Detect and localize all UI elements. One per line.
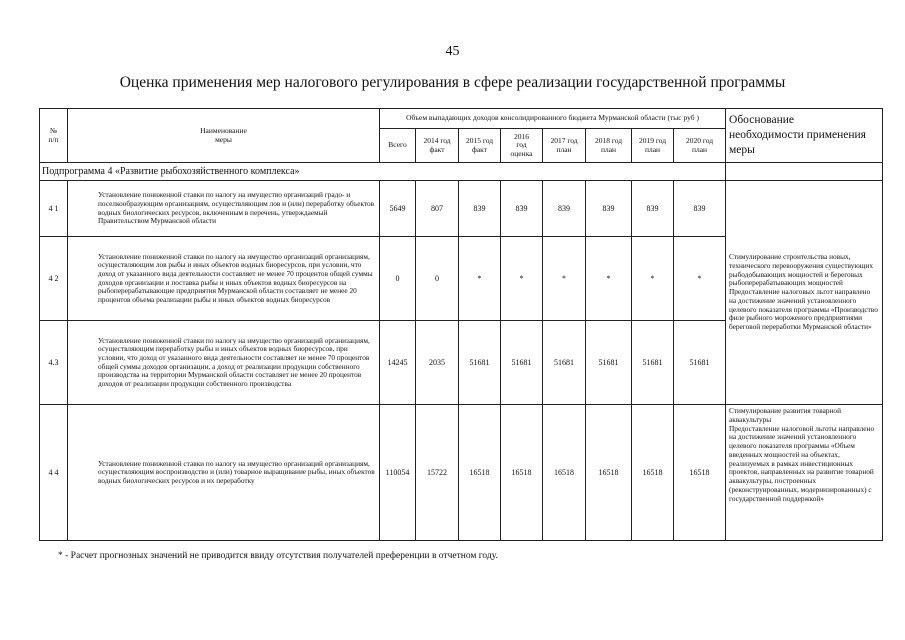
subprogram-title: Подпрограмма 4 «Развитие рыбохозяйственного комплекса» — [40, 163, 726, 181]
header-num: № п/п — [40, 109, 68, 163]
row-value-2017: * — [543, 237, 586, 321]
row-value-2017: 16518 — [543, 405, 586, 541]
row-value-2020: * — [674, 237, 726, 321]
row-measure-name: Установление пониженной ставки по налогу на имущество организаций организациям, осуществляющим воспроизводство и (или) товарное выращивание рыбы, иных объектов водных биологических ресурсов и их переработку — [68, 405, 380, 541]
row-value-2016: 51681 — [501, 321, 543, 405]
header-year-total: Всего — [380, 129, 416, 163]
header-justification: Обоснование необходимости применения меры — [726, 109, 883, 163]
table-row — [40, 181, 883, 237]
row-value-total: 5649 — [380, 181, 416, 237]
row-value-2014: 2035 — [416, 321, 459, 405]
header-year-2017: 2017 год план — [543, 129, 586, 163]
row-value-2017: 839 — [543, 181, 586, 237]
row-value-2020: 51681 — [674, 321, 726, 405]
row-value-2015: 839 — [459, 181, 501, 237]
row-value-2014: 807 — [416, 181, 459, 237]
header-year-2019: 2019 год план — [632, 129, 674, 163]
row-value-2018: 839 — [586, 181, 632, 237]
header-year-2015: 2015 год факт — [459, 129, 501, 163]
row-value-2016: 839 — [501, 181, 543, 237]
row-value-total: 110054 — [380, 405, 416, 541]
subprogram-row — [40, 163, 883, 181]
tax-measures-table — [39, 108, 883, 541]
table-row — [40, 405, 883, 541]
header-year-2020: 2020 год план — [674, 129, 726, 163]
row-value-2015: 51681 — [459, 321, 501, 405]
row-value-2019: * — [632, 237, 674, 321]
row-value-total: 14245 — [380, 321, 416, 405]
row-value-2020: 16518 — [674, 405, 726, 541]
row-value-2015: 16518 — [459, 405, 501, 541]
justification-row-4: Стимулирование развития товарной аквакультуры Предоставление налоговой льготы направлено на достижение значений установленного целевого показателя программы «Объем введенных мощностей на объектах, реализуемых в рамках инвестиционных проектов, направленных на развитие товарной аквакультуры, построенных (реконструированных, модернизированных) с государственной поддержкой» — [726, 405, 883, 541]
header-year-2016: 2016 год оценка — [501, 129, 543, 163]
row-value-2019: 839 — [632, 181, 674, 237]
row-value-2014: 0 — [416, 237, 459, 321]
row-num: 4.3 — [40, 321, 68, 405]
row-value-2018: 16518 — [586, 405, 632, 541]
row-measure-name: Установление пониженной ставки по налогу на имущество организаций организациям, осуществляющим лов рыбы и иных объектов водных биоресурсов, при условии, что доход от указанного вида деятельности составляет не менее 70 процентов общей суммы доходов организации и поставка рыбы и иных объектов водных биоресурсов на рыбоперерабатывающие предприятия Мурманской области составляет не менее 20 процентов объема реализации рыбы и иных объектов водных биоресурсов — [68, 237, 380, 321]
header-year-2014: 2014 год факт — [416, 129, 459, 163]
row-value-total: 0 — [380, 237, 416, 321]
subprogram-justification-blank — [726, 163, 883, 181]
row-value-2020: 839 — [674, 181, 726, 237]
row-num: 4 2 — [40, 237, 68, 321]
footnote: * - Расчет прогнозных значений не приводится ввиду отсутствия получателей преференции в отчетном году. — [58, 551, 498, 561]
justification-rows-1-3: Стимулирование строительства новых, технического перевооружения существующих рыбодобывающих мощностей и береговых рыбоперерабатывающих мощностей Предоставление налоговых льгот направлено на достижение значений установленного целевого показателя программы «Производство филе рыбного мороженого предприятиями береговой переработки Мурманской области» — [726, 181, 883, 405]
row-measure-name: Установление пониженной ставки по налогу на имущество организаций градо- и поселкообразующим организациям, осуществляющим лов и (или) переработку объектов водных биологических ресурсов, включенным в перечень, утверждаемый Правительством Мурманской области — [68, 181, 380, 237]
header-row — [40, 109, 883, 129]
page-number: 45 — [445, 44, 460, 59]
row-value-2019: 51681 — [632, 321, 674, 405]
row-value-2018: * — [586, 237, 632, 321]
row-value-2015: * — [459, 237, 501, 321]
row-num: 4 4 — [40, 405, 68, 541]
row-value-2016: * — [501, 237, 543, 321]
header-year-2018: 2018 год план — [586, 129, 632, 163]
row-value-2019: 16518 — [632, 405, 674, 541]
header-revenue-group: Объем выпадающих доходов консолидированного бюджета Мурманской области (тыс руб ) — [380, 109, 726, 129]
row-measure-name: Установление пониженной ставки по налогу на имущество организаций организациям, осуществляющим переработку рыбы и иных объектов водных биоресурсов, при условии, что доход от указанного вида деятельности составляет не менее 70 процентов общей суммы доходов организации, а доход от реализации продукции собственного производства на территории Мурманской области составляет не менее 20 процентов доходов от реализации продукции собственного производства — [68, 321, 380, 405]
row-value-2017: 51681 — [543, 321, 586, 405]
header-name: Наименование меры — [68, 109, 380, 163]
page-title: Оценка применения мер налогового регулирования в сфере реализации государственной программы — [119, 74, 786, 91]
row-value-2018: 51681 — [586, 321, 632, 405]
row-value-2016: 16518 — [501, 405, 543, 541]
row-num: 4 1 — [40, 181, 68, 237]
row-value-2014: 15722 — [416, 405, 459, 541]
